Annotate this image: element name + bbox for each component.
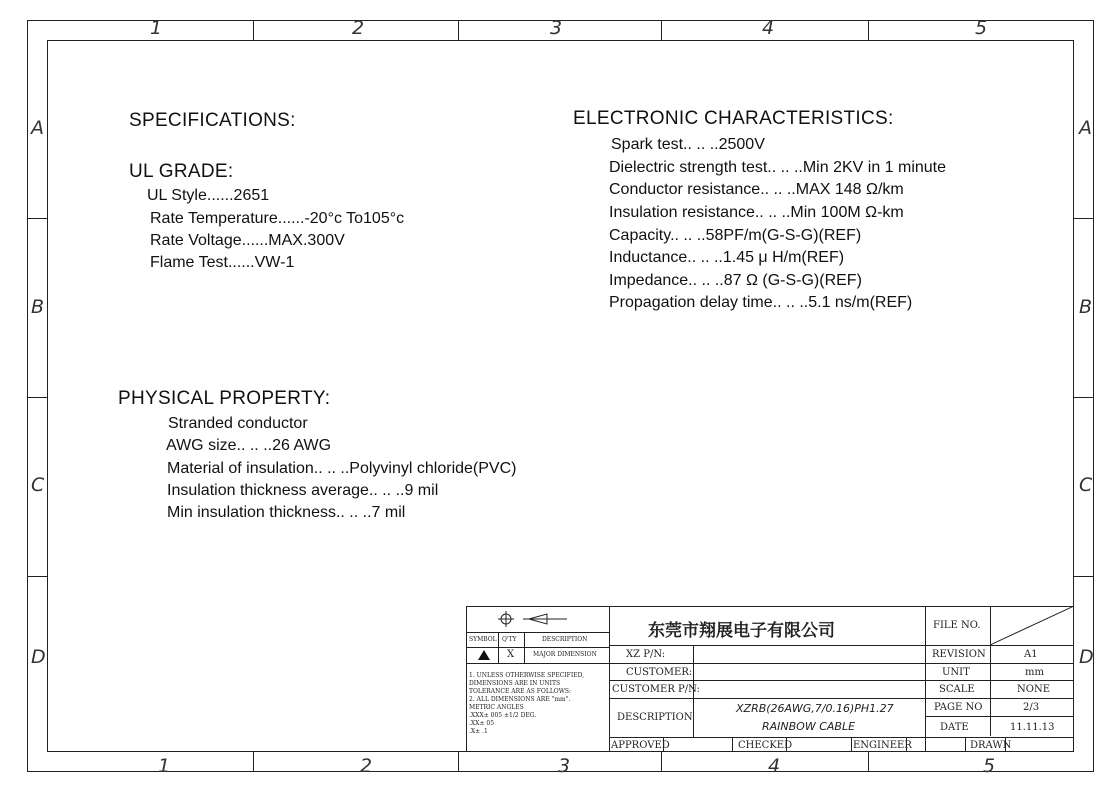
- zone-tick: [253, 752, 254, 772]
- projection-symbol-icon: [495, 610, 570, 630]
- description-line2: RAINBOW CABLE: [762, 720, 856, 733]
- zone-tick: [661, 752, 662, 772]
- zone-row-label: A: [31, 117, 44, 139]
- scale-label: SCALE: [939, 684, 975, 695]
- spec-item: Flame Test......VW-1: [150, 254, 295, 271]
- scale-value: NONE: [1017, 684, 1050, 695]
- note-line: METRIC ANGLES: [469, 704, 524, 711]
- ul-grade-heading: UL GRADE:: [129, 161, 234, 182]
- spec-item: UL Style......2651: [147, 187, 270, 204]
- electronic-item: Insulation resistance.. .. ..Min 100M Ω-km: [609, 204, 904, 221]
- customer-pn-label: CUSTOMER P/N:: [612, 684, 700, 695]
- note-line: TOLERANCE ARE AS FOLLOWS:: [469, 688, 572, 695]
- zone-column-label: 5: [975, 17, 988, 39]
- revision-value: A1: [1024, 649, 1038, 660]
- zone-tick: [1074, 397, 1094, 398]
- zone-row-label: C: [31, 474, 45, 496]
- unit-label: UNIT: [942, 667, 970, 678]
- approved-label: APPROVED: [611, 740, 670, 751]
- symbol-header: SYMBOL: [469, 636, 497, 643]
- spec-item: Rate Temperature......-20°c To105°c: [150, 210, 405, 227]
- note-line: 1. UNLESS OTHERWISE SPECIFIED,: [469, 672, 585, 679]
- zone-column-label: 3: [558, 755, 571, 777]
- file-no-diagonal: [990, 606, 1074, 645]
- customer-label: CUSTOMER:: [626, 667, 693, 678]
- zone-tick: [661, 20, 662, 40]
- zone-row-label: D: [1079, 646, 1094, 668]
- electronic-item: Impedance.. .. ..87 Ω (G-S-G)(REF): [609, 272, 862, 289]
- file-no-label: FILE NO.: [933, 620, 981, 631]
- zone-tick: [1074, 576, 1094, 577]
- note-line: .XX± 05: [469, 720, 495, 727]
- zone-column-label: 3: [550, 17, 563, 39]
- general-notes: [469, 672, 584, 736]
- note-line: .XXX± 005 ±1/2 DEG.: [469, 712, 537, 719]
- note-line: DIMENSIONS ARE IN UNITS: [469, 680, 561, 687]
- revision-triangle-icon: [477, 649, 491, 661]
- physical-item: AWG size.. .. ..26 AWG: [166, 437, 332, 454]
- company-name: 东莞市翔展电子有限公司: [648, 621, 835, 641]
- zone-tick: [253, 20, 254, 40]
- physical-item: Stranded conductor: [168, 415, 308, 432]
- note-line: .X± .1: [469, 728, 488, 735]
- electronic-item: Conductor resistance.. .. ..MAX 148 Ω/km: [609, 181, 904, 198]
- description-label: DESCRIPTION: [617, 712, 693, 723]
- page-no-value: 2/3: [1023, 702, 1040, 713]
- electronic-item: Capacity.. .. ..58PF/m(G-S-G)(REF): [609, 227, 862, 244]
- zone-column-label: 4: [768, 755, 781, 777]
- zone-tick: [458, 752, 459, 772]
- revision-label: REVISION: [932, 649, 986, 660]
- zone-row-label: B: [31, 296, 45, 318]
- drawn-label: DRAWN: [970, 740, 1012, 751]
- zone-tick: [27, 397, 47, 398]
- zone-tick: [868, 20, 869, 40]
- zone-row-label: D: [31, 646, 46, 668]
- description-line1: XZRB(26AWG,7/0.16)PH1.27: [736, 702, 894, 715]
- date-value: 11.11.13: [1010, 722, 1055, 733]
- zone-row-label: C: [1079, 474, 1093, 496]
- physical-heading: PHYSICAL PROPERTY:: [118, 388, 331, 409]
- revision-description: MAJOR DIMENSION: [533, 651, 597, 658]
- note-line: 2. ALL DIMENSIONS ARE "mm".: [469, 696, 571, 703]
- engineer-label: ENGINEER: [853, 740, 912, 751]
- zone-column-label: 1: [158, 755, 171, 777]
- checked-label: CHECKED: [738, 740, 793, 751]
- zone-tick: [1074, 218, 1094, 219]
- zone-tick: [27, 218, 47, 219]
- zone-tick: [458, 20, 459, 40]
- zone-column-label: 4: [762, 17, 775, 39]
- description-header: DESCRIPTION: [542, 636, 588, 643]
- electronic-item: Dielectric strength test.. .. ..Min 2KV in 1 minute: [609, 159, 947, 176]
- zone-column-label: 2: [360, 755, 373, 777]
- date-label: DATE: [940, 722, 969, 733]
- xz-pn-label: XZ P/N:: [626, 649, 666, 660]
- zone-row-label: B: [1079, 296, 1093, 318]
- electronic-item: Spark test.. .. ..2500V: [611, 136, 765, 153]
- physical-item: Material of insulation.. .. ..Polyvinyl chloride(PVC): [167, 460, 517, 477]
- page-no-label: PAGE NO: [934, 702, 983, 713]
- zone-column-label: 1: [150, 17, 163, 39]
- specifications-heading: SPECIFICATIONS:: [129, 110, 296, 131]
- zone-column-label: 5: [983, 755, 996, 777]
- physical-item: Min insulation thickness.. .. ..7 mil: [167, 504, 406, 521]
- revision-qty: X: [507, 649, 515, 660]
- electronic-item: Propagation delay time.. .. ..5.1 ns/m(REF): [609, 294, 913, 311]
- qty-header: Q'TY: [502, 636, 517, 643]
- spec-item: Rate Voltage......MAX.300V: [150, 232, 345, 249]
- zone-column-label: 2: [352, 17, 365, 39]
- unit-value: mm: [1025, 667, 1044, 678]
- zone-tick: [27, 576, 47, 577]
- electronic-item: Inductance.. .. ..1.45 μ H/m(REF): [609, 249, 845, 266]
- physical-item: Insulation thickness average.. .. ..9 mil: [167, 482, 439, 499]
- zone-tick: [868, 752, 869, 772]
- electronic-heading: ELECTRONIC CHARACTERISTICS:: [573, 108, 894, 129]
- zone-row-label: A: [1079, 117, 1092, 139]
